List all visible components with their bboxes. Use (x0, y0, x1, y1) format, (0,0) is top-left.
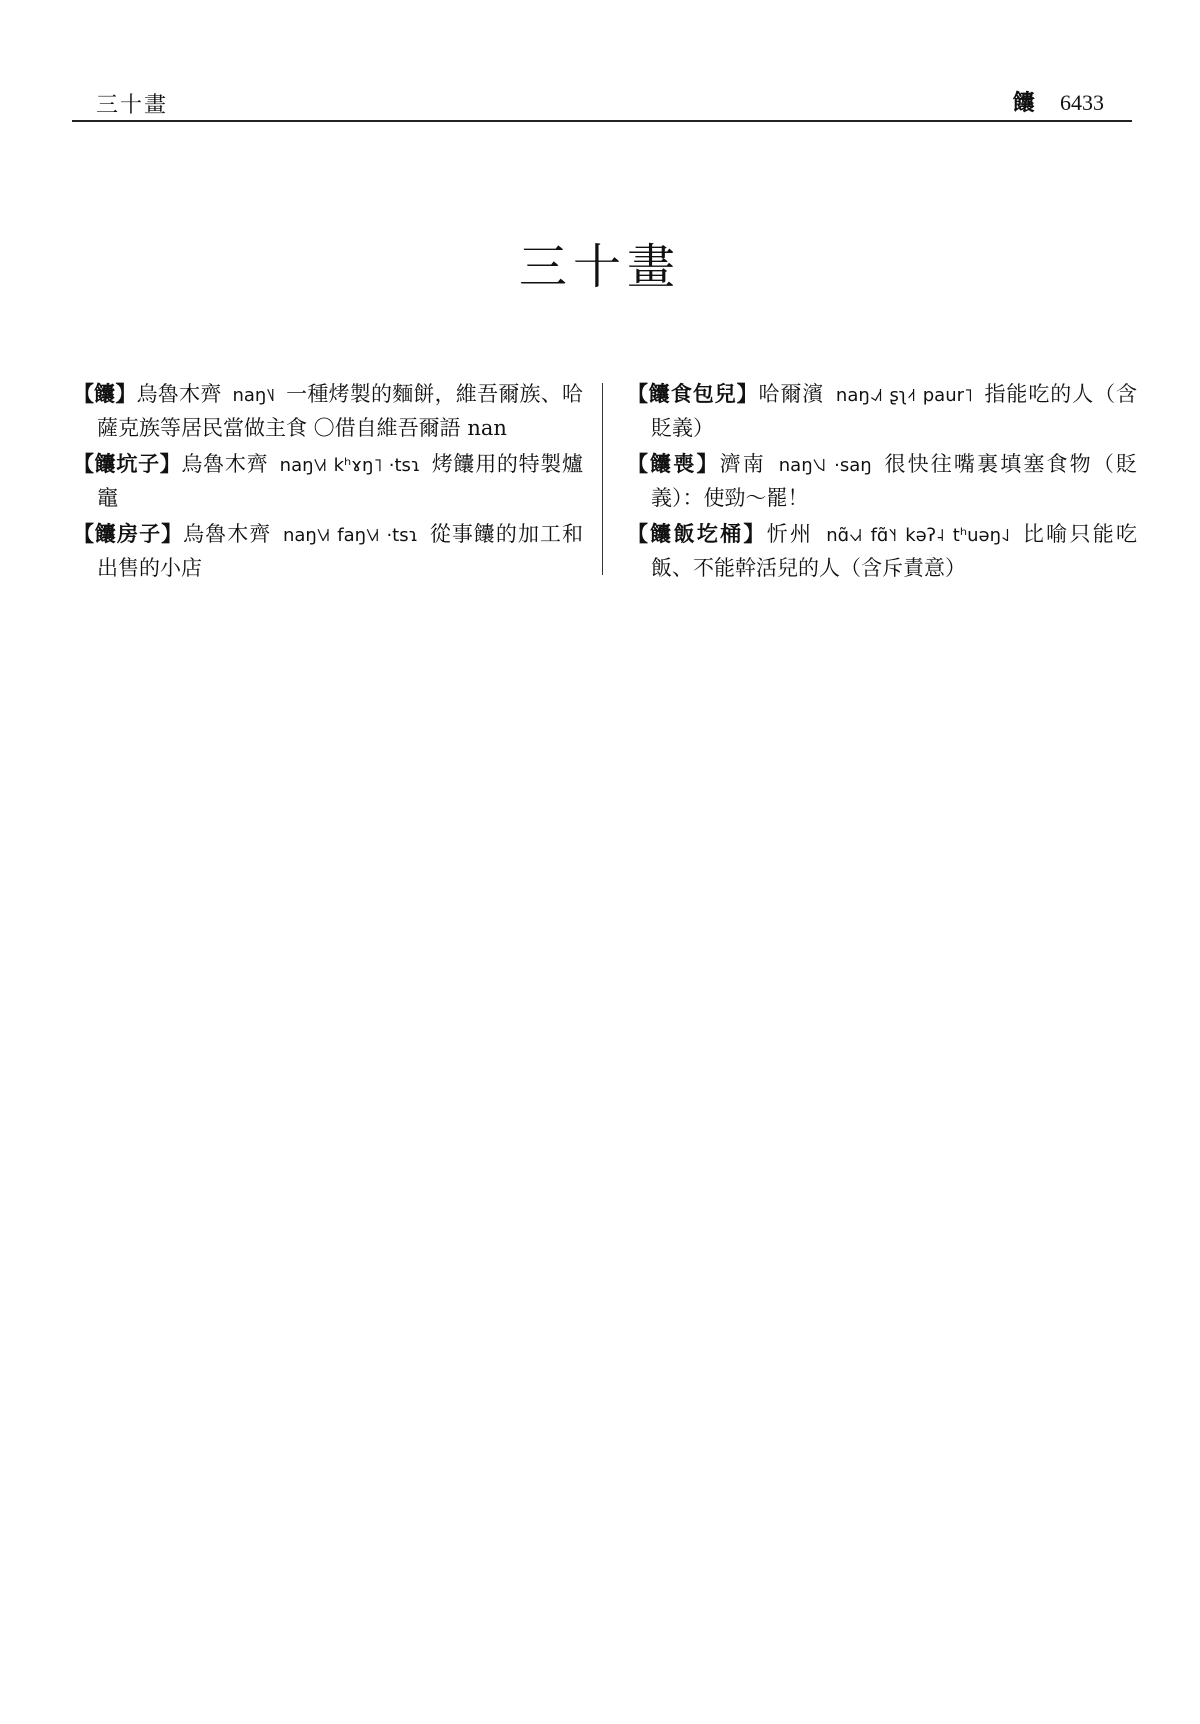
entry-dialect: 忻州 (766, 522, 814, 546)
left-column (73, 377, 583, 587)
entry-headword: 【饢坑子】 (73, 451, 182, 476)
entry-dialect: 烏魯木齊 (183, 522, 272, 546)
section-title: 三十畫 (518, 239, 681, 295)
header-headword: 饢 (1012, 90, 1035, 116)
entry-definition: 從事饢的加工和出售的小店 (97, 522, 584, 580)
entry-dialect: 哈爾濱 (758, 382, 825, 406)
entry-pronunciation: naŋ˥˩˦ kʰɤŋ˥ ·tsɿ (279, 455, 421, 476)
entry-definition: 烤饢用的特製爐竈 (97, 452, 583, 510)
dictionary-entry (627, 517, 1137, 585)
page-header (72, 80, 1132, 122)
dictionary-entry (627, 447, 1137, 515)
entry-pronunciation: naŋ˥˩ (232, 385, 276, 406)
entry-pronunciation: naŋ˥˨˩ ·saŋ (778, 455, 872, 476)
entry-headword: 【饢房子】 (73, 521, 184, 546)
entry-pronunciation: naŋ˨˩˦ ʂʅ˨˦ paur˥ (835, 385, 973, 406)
entry-dialect: 濟南 (719, 452, 766, 476)
column-divider (602, 383, 603, 575)
page-number: 6433 (1060, 90, 1104, 115)
entry-pronunciation: naŋ˥˩˦ faŋ˥˩˦ ·tsɿ (282, 525, 419, 546)
dictionary-entry (627, 377, 1137, 445)
entry-headword: 【饢飯圪桶】 (627, 521, 767, 546)
right-column (627, 377, 1137, 587)
entry-definition: 比喻只能吃飯、不能幹活兒的人（含斥責意） (651, 522, 1138, 580)
entry-dialect: 烏魯木齊 (181, 452, 269, 476)
header-section-label: 三十畫 (96, 93, 169, 118)
dictionary-entry (73, 517, 583, 585)
entry-headword: 【饢喪】 (627, 451, 720, 476)
entry-definition: 一種烤製的麵餅，維吾爾族、哈薩克族等居民當做主食 〇借自維吾爾語 nan (97, 382, 583, 440)
entry-pronunciation: nɑ̃˧˩˧ fɑ̃˥˧ kəʔ˨ tʰuəŋ˨˩ (826, 525, 1010, 546)
entry-definition: 指能吃的人（含貶義） (651, 382, 1138, 440)
header-page-info (1013, 86, 1104, 117)
entry-headword: 【饢】 (73, 381, 137, 406)
entry-headword: 【饢食包兒】 (627, 381, 759, 406)
entry-definition: 很快往嘴裏填塞食物（貶義）：使勁～罷！ (651, 452, 1137, 510)
dictionary-entry (73, 447, 583, 515)
dictionary-entry (73, 377, 583, 445)
entry-dialect: 烏魯木齊 (136, 382, 222, 406)
